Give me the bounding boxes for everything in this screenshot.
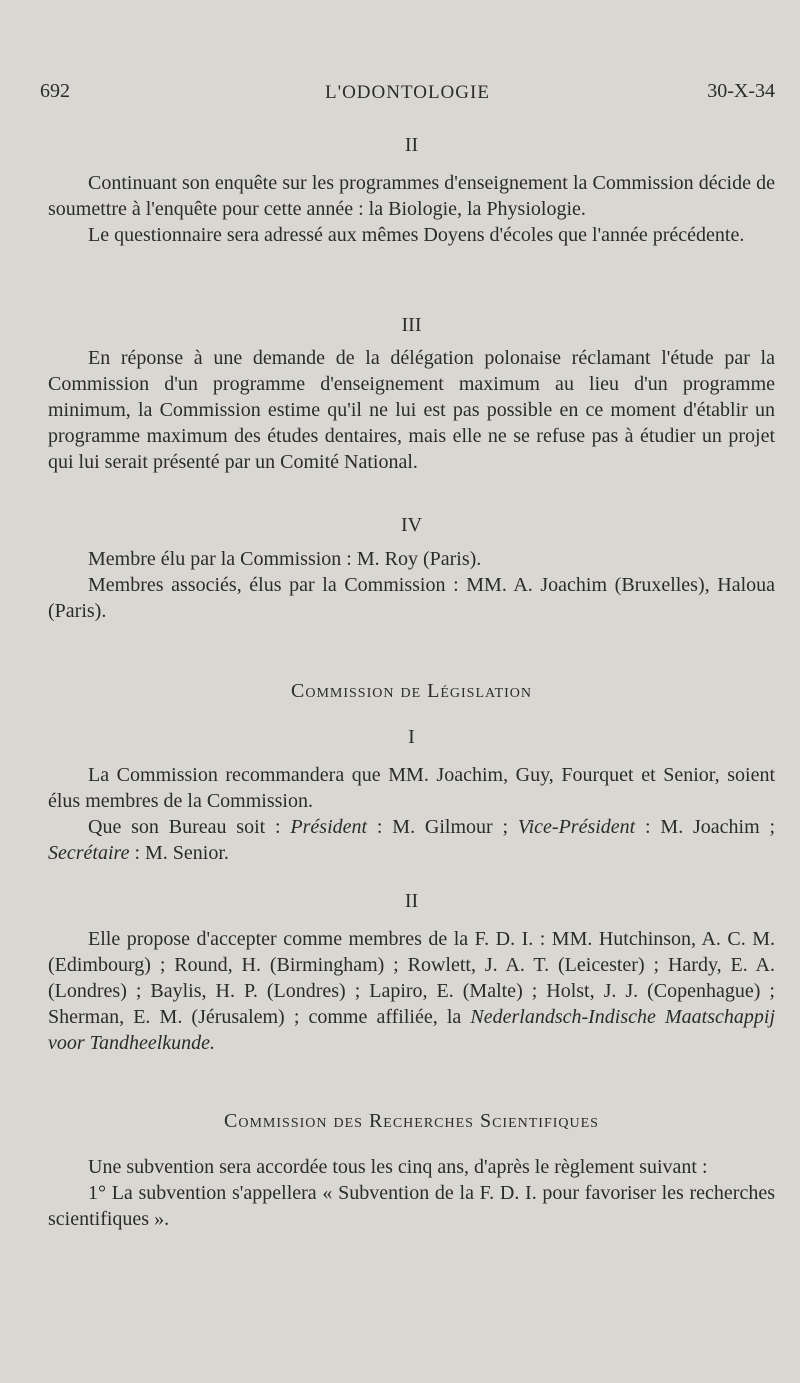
running-header (40, 80, 775, 110)
paragraph (48, 1154, 775, 1232)
section-heading: Commission des Recherches Scientifiques (224, 1110, 599, 1132)
paragraph-text: Le questionnaire sera adressé aux mêmes Doyens d'écoles que l'année précédente. (88, 224, 745, 246)
society-name: Nederlandsch-Indische Maatschappij voor Tandheelkunde. (48, 1006, 775, 1054)
section-number: I (408, 726, 415, 748)
paragraph-text: Que son Bureau soit : Président : M. Gilmour ; Vice-Président : M. Joachim ; Secrétaire : M. Senior. (48, 816, 776, 864)
role-label: Vice-Président (517, 816, 636, 838)
role-label: Secrétaire (48, 842, 130, 864)
paragraph (48, 170, 775, 248)
paragraph-text: 1° La subvention s'appellera « Subvention de la F. D. I. pour favoriser les recherches scientifiques ». (48, 1182, 775, 1230)
paragraph (48, 926, 775, 1056)
paragraph (48, 345, 775, 475)
role-label: Président (290, 816, 368, 838)
section-number: IV (400, 514, 423, 536)
paragraph-text: Elle propose d'accepter comme membres de la F. D. I. : MM. Hutchinson, A. C. M. (Edimbourg) ; Round, H. (Birmingham) ; Rowlett, J. A. T. (Leicester) ; Hardy, E. A. (Londres) ; Baylis, H. P. (Londres) ; Lapiro, E. (Malte) ; Holst, J. J. (Copenhague) ; Sherman, E. M. (Jérusalem) ; comme affiliée, la Nederlandsch-Indische Maatschappij voor Tandheelkunde. (48, 928, 775, 1054)
paragraph-text: En réponse à une demande de la délégation polonaise réclamant l'étude par la Commission d'un programme d'enseignement maximum au lieu d'un programme minimum, la Commission estime qu'il ne lui est pas possible en ce moment d'établir un programme maximum des études dentaires, mais elle ne se refuse pas à étudier un projet qui lui serait présenté par un Comité National. (48, 347, 775, 473)
paragraph-text: Membre élu par la Commission : M. Roy (Paris). (88, 548, 482, 570)
section-number: III (401, 314, 422, 336)
paragraph-text: Une subvention sera accordée tous les cinq ans, d'après le règlement suivant : (88, 1156, 708, 1178)
section-number: II (404, 890, 419, 912)
issue-date: 30-X-34 (707, 80, 775, 102)
page-number: 692 (40, 80, 70, 102)
paragraph-text: Continuant son enquête sur les programmes d'enseignement la Commission décide de soumettre à l'enquête pour cette année : la Biologie, la Physiologie. (48, 172, 775, 220)
paragraph (48, 762, 775, 866)
section-number: II (404, 134, 419, 156)
journal-title: L'ODONTOLOGIE (325, 82, 490, 103)
paragraph-text: La Commission recommandera que MM. Joachim, Guy, Fourquet et Senior, soient élus membres de la Commission. (48, 764, 775, 812)
section-heading: Commission de Législation (291, 680, 532, 702)
paragraph-text: Membres associés, élus par la Commission : MM. A. Joachim (Bruxelles), Haloua (Paris). (48, 574, 775, 622)
paragraph (48, 546, 775, 624)
